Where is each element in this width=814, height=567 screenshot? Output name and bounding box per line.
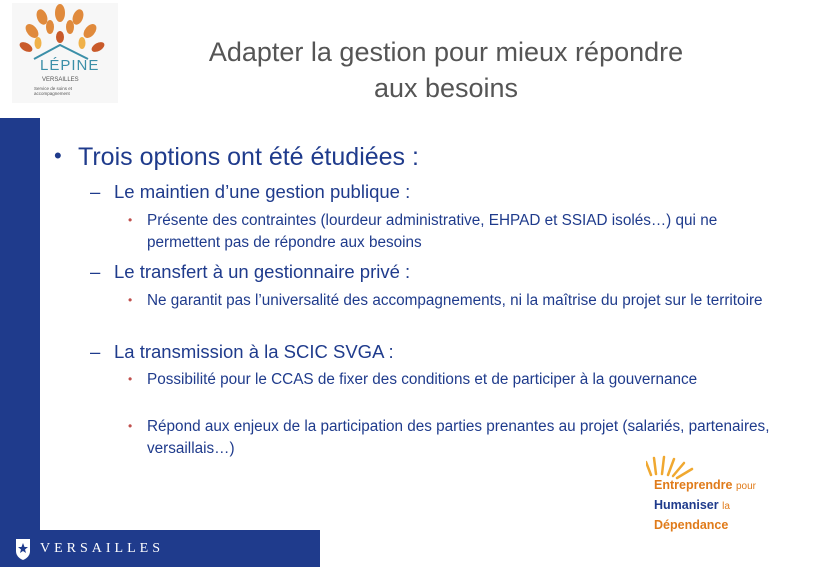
logo-subtitle: VERSAILLES xyxy=(42,77,79,83)
sub-bullet: • xyxy=(128,419,133,433)
option-detail: Présente des contraintes (lourdeur administrative, EHPAD et SSIAD isolés…) qui ne permettent pas de répondre aux besoins xyxy=(147,212,718,251)
sub-bullet: • xyxy=(128,372,133,386)
lepine-logo xyxy=(12,3,118,103)
dash-bullet: – xyxy=(90,261,101,282)
option-label: Le maintien d’une gestion publique : xyxy=(114,181,411,202)
main-heading: Trois options ont été étudiées : xyxy=(78,143,419,171)
footer-city: VERSAILLES xyxy=(40,540,164,556)
dash-bullet: – xyxy=(90,341,101,362)
dash-bullet: – xyxy=(90,181,101,202)
option-detail: Possibilité pour le CCAS de fixer des conditions et de participer à la gouvernance xyxy=(147,371,698,388)
option-detail: Répond aux enjeux de la participation des parties prenantes au projet (salariés, partenaires, versaillais…) xyxy=(147,418,770,457)
sub-bullet: • xyxy=(128,213,133,227)
logo-tagline: Service de soins et accompagnement xyxy=(34,86,73,96)
sub-bullet: • xyxy=(128,293,133,307)
versailles-crest-icon xyxy=(14,537,32,561)
left-accent-bar xyxy=(0,118,40,567)
title-line-1: Adapter la gestion pour mieux répondre xyxy=(208,37,684,67)
option-detail: Ne garantit pas l’universalité des accompagnements, ni la maîtrise du projet sur le territoire xyxy=(147,292,763,309)
title-line-2: aux besoins xyxy=(373,73,519,103)
partner-line-1: Entreprendre xyxy=(654,478,733,492)
option-label: La transmission à la SCIC SVGA : xyxy=(114,341,394,362)
logo-name: LÉPINE xyxy=(40,57,100,74)
partner-line-1-suffix: pour xyxy=(735,481,756,492)
partner-line-3: Dépendance xyxy=(654,518,729,532)
partner-line-2-suffix: la xyxy=(722,501,730,512)
partner-line-2: Humaniser xyxy=(654,498,719,512)
page-title xyxy=(128,34,764,106)
bullet-dot: • xyxy=(54,143,62,168)
footer-bar xyxy=(0,530,320,567)
partner-logo-text xyxy=(654,476,756,534)
option-label: Le transfert à un gestionnaire privé : xyxy=(114,261,411,282)
